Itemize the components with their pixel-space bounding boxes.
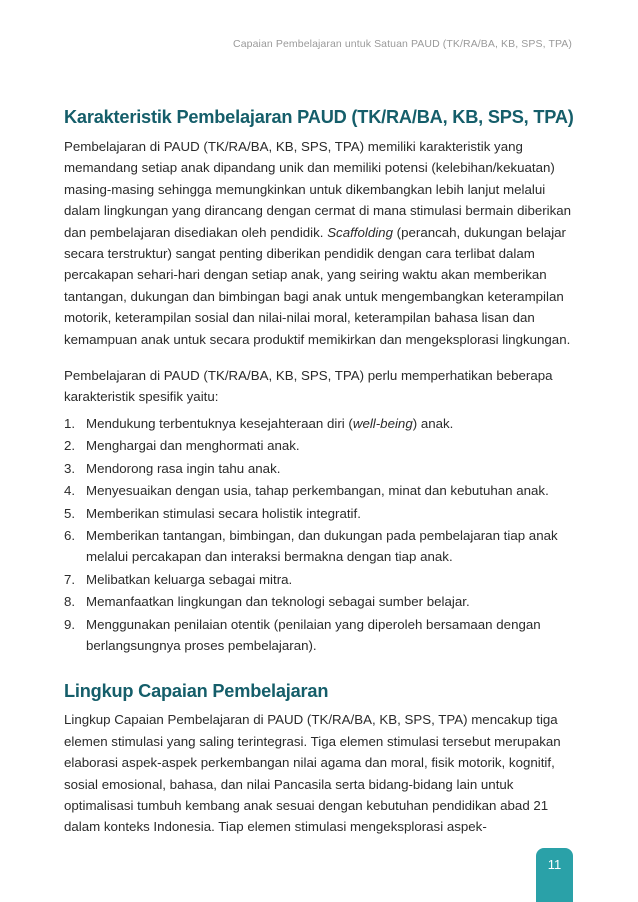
list-item bbox=[64, 503, 576, 524]
paragraph-text: (perancah, dukungan belajar secara terstruktur) sangat penting diberikan pendidik dengan cara terlibat dalam percakapan sehari-hari dengan setiap anak, yang seiring waktu akan memberikan tantangan, dukungan dan bimbingan bagi anak untuk mengembangkan keterampilan motorik, keterampilan sosial dan nilai-nilai moral, keterampilan bahasa lisan dan kemampuan anak untuk secara produktif memikirkan dan mengeksplorasi lingkungan. bbox=[64, 224, 571, 347]
section-title-lingkup: Lingkup Capaian Pembelajaran bbox=[64, 681, 329, 702]
list-item-text: Menghargai dan menghormati anak. bbox=[86, 438, 300, 454]
list-item bbox=[64, 525, 576, 568]
list-item-number: 9. bbox=[64, 616, 76, 632]
paragraph-karakteristik-1 bbox=[64, 136, 576, 350]
list-item bbox=[64, 413, 576, 434]
paragraph-karakteristik-2: Pembelajaran di PAUD (TK/RA/BA, KB, SPS, TPA) perlu memperhatikan beberapa karakteristik spesifik yaitu: bbox=[64, 368, 553, 405]
section-title-karakteristik: Karakteristik Pembelajaran PAUD (TK/RA/BA, KB, SPS, TPA) bbox=[64, 107, 574, 127]
list-item-text: Memberikan tantangan, bimbingan, dan dukungan pada pembelajaran tiap anak melalui percakapan dan interaksi bermakna dengan tiap anak. bbox=[86, 527, 558, 565]
list-item-number: 7. bbox=[64, 571, 76, 587]
list-item-number: 2. bbox=[64, 438, 76, 454]
list-item-text: Memanfaatkan lingkungan dan teknologi sebagai sumber belajar. bbox=[86, 594, 470, 610]
list-item-text: Melibatkan keluarga sebagai mitra. bbox=[86, 571, 293, 587]
italic-term: well-being bbox=[352, 415, 413, 431]
list-item-number: 8. bbox=[64, 594, 76, 610]
list-item bbox=[64, 480, 576, 501]
page-number-tab bbox=[536, 848, 573, 902]
list-item-text: Mendukung terbentuknya kesejahteraan diri ( bbox=[86, 415, 353, 431]
list-item-text: ) anak. bbox=[412, 415, 454, 431]
list-item-text: Menggunakan penilaian otentik (penilaian yang diperoleh bersamaan dengan berlangsungnya proses pembelajaran). bbox=[86, 616, 541, 653]
list-item-number: 1. bbox=[64, 415, 76, 431]
paragraph-lingkup-1: Lingkup Capaian Pembelajaran di PAUD (TK/RA/BA, KB, SPS, TPA) mencakup tiga elemen stimulasi yang saling terintegrasi. Tiga elemen stimulasi tersebut merupakan elaborasi aspek-aspek perkembangan nilai agama dan moral, fisik motorik, kognitif, sosial emosional, bahasa, dan nilai Pancasila serta bidang-bidang lain untuk optimalisasi tumbuh kembang anak sesuai dengan kebutuhan pendidikan abad 21 dalam konteks Indonesia. Tiap elemen stimulasi mengeksplorasi aspek- bbox=[64, 712, 561, 835]
paragraph-text: Pembelajaran di PAUD (TK/RA/BA, KB, SPS, TPA) memiliki karakteristik yang memandang setiap anak dipandang unik dan memiliki potensi (kelebihan/kekuatan) masing-masing sehingga memungkinkan untuk dikembangkan lebih lanjut melalui dalam lingkungan yang dirancang dengan cermat di mana stimulasi bermain diberikan dan pembelajaran disediakan oleh pendidik. bbox=[64, 139, 572, 240]
list-item bbox=[64, 591, 576, 612]
running-header: Capaian Pembelajaran untuk Satuan PAUD (TK/RA/BA, KB, SPS, TPA) bbox=[233, 38, 572, 50]
karakteristik-list bbox=[64, 413, 576, 656]
list-item bbox=[64, 435, 576, 456]
list-item bbox=[64, 458, 576, 479]
list-item bbox=[64, 569, 576, 590]
list-item-text: Menyesuaikan dengan usia, tahap perkembangan, minat dan kebutuhan anak. bbox=[86, 483, 549, 499]
page-number: 11 bbox=[547, 857, 562, 872]
list-item-text: Memberikan stimulasi secara holistik integratif. bbox=[86, 505, 361, 521]
italic-term: Scaffolding bbox=[327, 224, 393, 240]
list-item-number: 6. bbox=[64, 527, 76, 543]
list-item-number: 5. bbox=[64, 505, 76, 521]
list-item-text: Mendorong rasa ingin tahu anak. bbox=[86, 460, 281, 476]
page-content bbox=[64, 104, 576, 838]
list-item-number: 4. bbox=[64, 483, 76, 499]
list-item bbox=[64, 614, 576, 657]
list-item-number: 3. bbox=[64, 460, 76, 476]
